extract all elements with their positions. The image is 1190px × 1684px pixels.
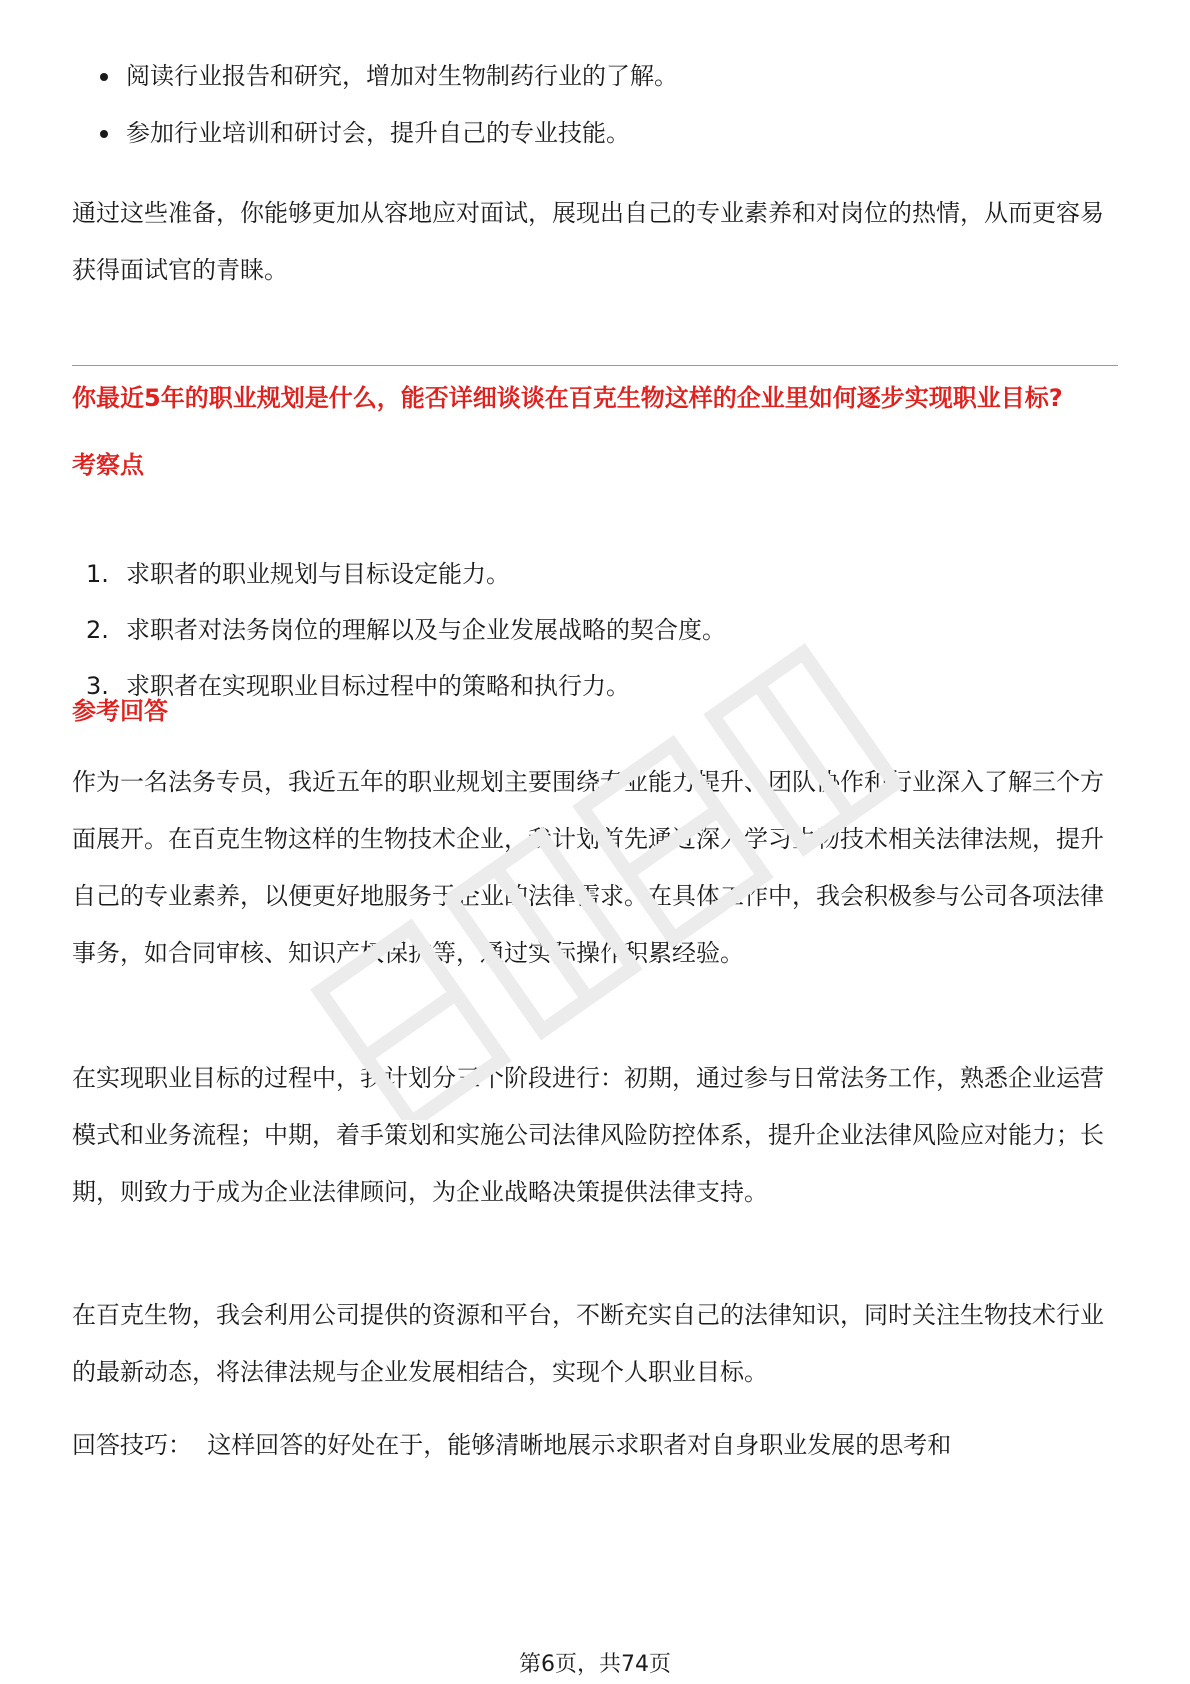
list-item [72,58,1118,94]
page-footer: 第6页，共74页 [519,1652,671,1677]
section-divider [72,365,1118,366]
item-text: 求职者的职业规划与目标设定能力。 [126,560,510,588]
list-item [72,612,1118,648]
list-item [72,668,1118,704]
exam-points-label: 考察点 [72,451,144,479]
intro-paragraph: 通过这些准备，你能够更加从容地应对面试，展现出自己的专业素养和对岗位的热情，从而更容易获得面试官的青睐。 [72,199,1104,284]
exam-points-list [72,556,1118,724]
question-heading: 你最近5年的职业规划是什么，能否详细谈谈在百克生物这样的企业里如何逐步实现职业目标? [72,384,1063,412]
reference-answer-label: 参考回答 [72,697,168,725]
list-item [72,115,1118,151]
item-number: 1. [86,560,109,588]
item-text: 求职者在实现职业目标过程中的策略和执行力。 [126,672,630,700]
answer-paragraph: 在百克生物，我会利用公司提供的资源和平台，不断充实自己的法律知识，同时关注生物技术行业的最新动态，将法律法规与企业发展相结合，实现个人职业目标。 [72,1301,1104,1386]
answer-tips-paragraph: 回答技巧： 这样回答的好处在于，能够清晰地展示求职者对自身职业发展的思考和 [72,1431,952,1459]
bullet-list [72,58,1118,172]
item-number: 3. [86,672,109,700]
item-text: 求职者对法务岗位的理解以及与企业发展战略的契合度。 [126,616,726,644]
bullet-text: 参加行业培训和研讨会，提升自己的专业技能。 [126,119,630,147]
item-number: 2. [86,616,109,644]
bullet-text: 阅读行业报告和研究，增加对生物制药行业的了解。 [126,62,678,90]
bullet-dot [100,73,108,81]
list-item [72,556,1118,592]
bullet-dot [100,130,108,138]
answer-paragraph: 在实现职业目标的过程中，我计划分三个阶段进行：初期，通过参与日常法务工作，熟悉企业运营模式和业务流程；中期，着手策划和实施公司法律风险防控体系，提升企业法律风险应对能力；长期，则致力于成为企业法律顾问，为企业战略决策提供法律支持。 [72,1064,1104,1206]
answer-paragraph: 作为一名法务专员，我近五年的职业规划主要围绕专业能力提升、团队协作和行业深入了解三个方面展开。在百克生物这样的生物技术企业，我计划首先通过深入学习生物技术相关法律法规，提升自己的专业素养，以便更好地服务于企业的法律需求。在具体工作中，我会积极参与公司各项法律事务，如合同审核、知识产权保护等，通过实际操作积累经验。 [72,768,1104,967]
